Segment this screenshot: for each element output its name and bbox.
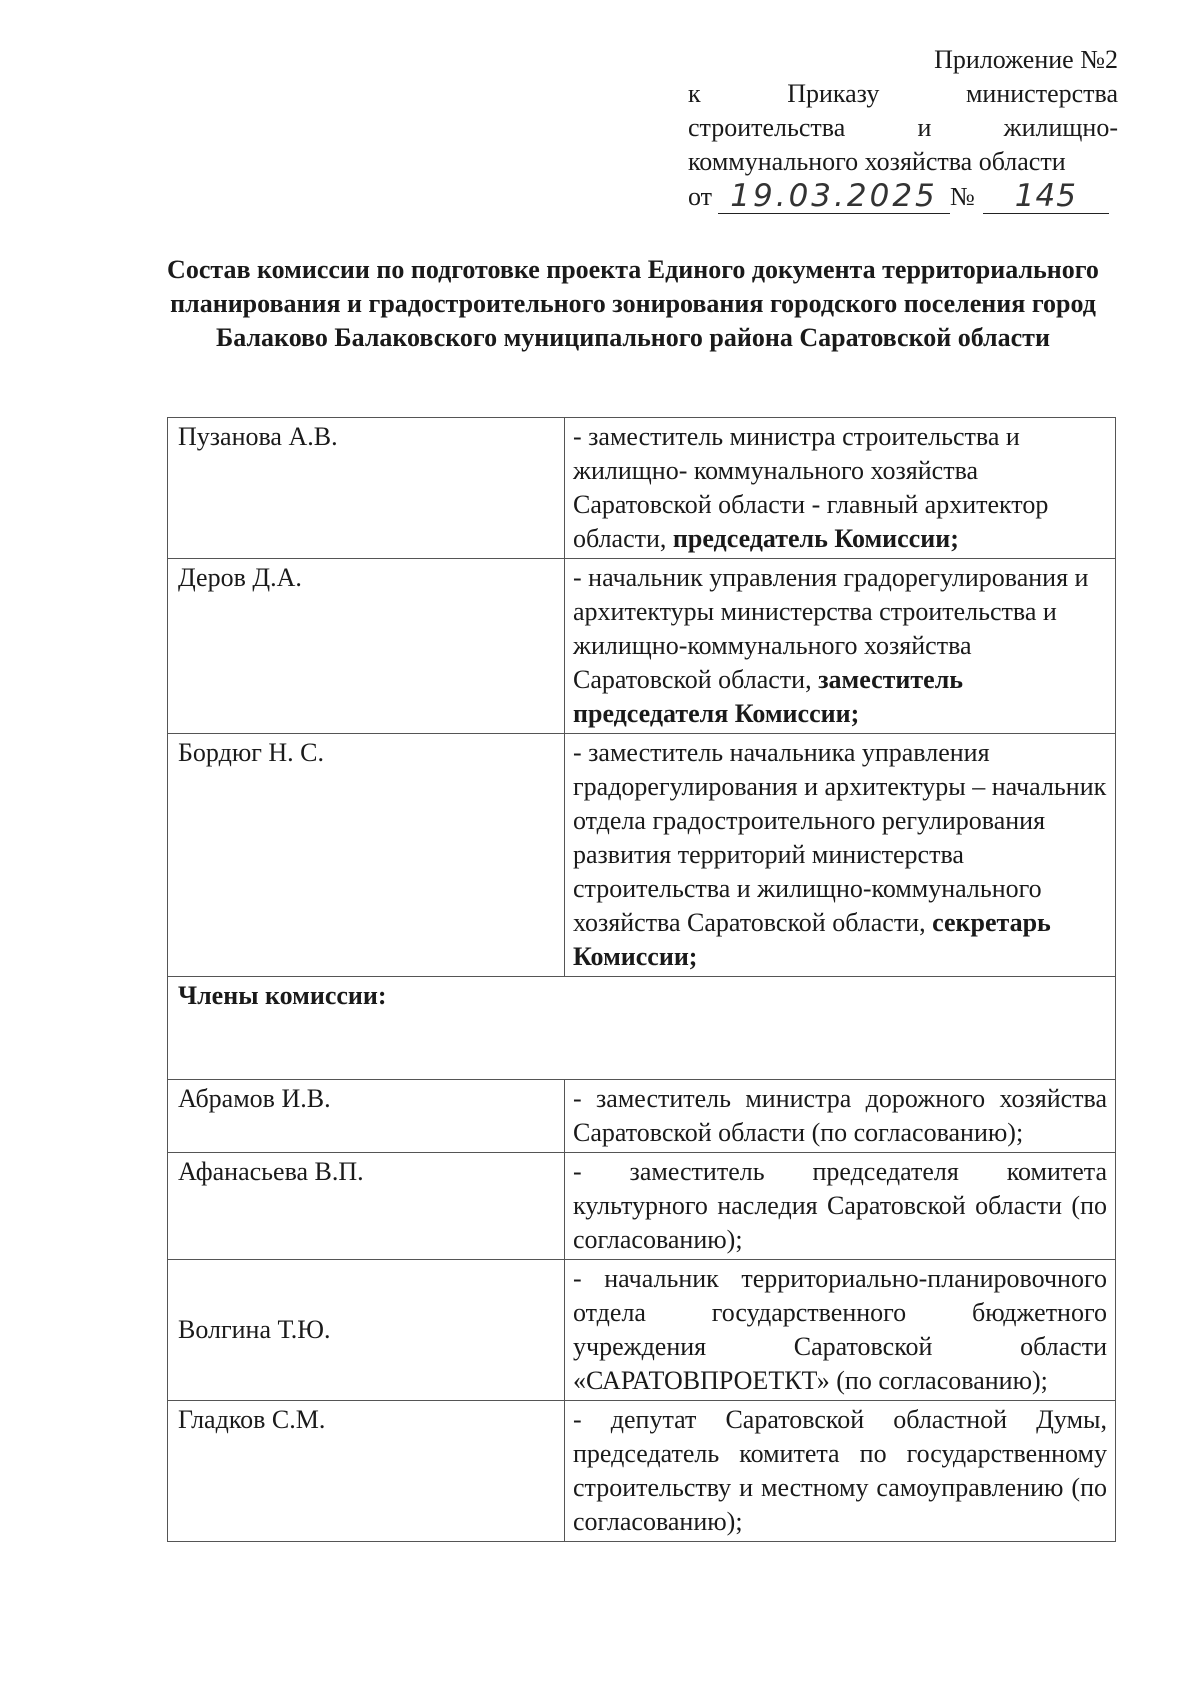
member-name: Пузанова А.В. — [168, 418, 565, 559]
table-row — [168, 1153, 1116, 1260]
document-title: Состав комиссии по подготовке проекта Единого документа территориального планирования и градостроительного зонирования городского поселения город Балаково Балаковского муниципального района Саратовской области — [167, 255, 1099, 352]
member-name: Гладков С.М. — [168, 1401, 565, 1542]
table-row — [168, 1080, 1116, 1153]
member-name: Бордюг Н. С. — [168, 734, 565, 977]
table-row — [168, 1260, 1116, 1401]
member-role: - депутат Саратовской областной Думы, председатель комитета по государственному строительству и местному самоуправлению (по согласованию); — [565, 1401, 1116, 1542]
handwritten-date: 19.03.2025 — [718, 179, 950, 214]
member-role: - заместитель председателя комитета культурного наследия Саратовской области (по согласованию); — [565, 1153, 1116, 1260]
commission-table — [167, 417, 1116, 1542]
appendix-line-ministry: строительства и жилищно- — [688, 113, 1118, 142]
number-prefix: № — [950, 182, 975, 211]
member-name: Волгина Т.Ю. — [168, 1260, 565, 1401]
member-name: Афанасьева В.П. — [168, 1153, 565, 1260]
table-row — [168, 559, 1116, 734]
date-prefix: от — [688, 182, 713, 211]
handwritten-number: 145 — [983, 179, 1109, 214]
table-row — [168, 1401, 1116, 1542]
members-heading-row — [168, 977, 1116, 1080]
member-role: - начальник территориально-планировочного отдела государственного бюджетного учреждения Саратовской области «САРАТОВПРОЕТКТ» (по согласованию); — [565, 1260, 1116, 1401]
member-role: - начальник управления градорегулирования и архитектуры министерства строительства и жилищно-коммунального хозяйства Саратовской области, заместитель председателя Комиссии; — [565, 559, 1116, 734]
appendix-date-line — [688, 179, 1118, 214]
member-name: Деров Д.А. — [168, 559, 565, 734]
appendix-line-order: к Приказу министерства — [688, 79, 1118, 108]
table-row — [168, 418, 1116, 559]
member-role: - заместитель министра строительства и жилищно- коммунального хозяйства Саратовской области - главный архитектор области, председатель Комиссии; — [565, 418, 1116, 559]
appendix-title: Приложение №2 — [934, 45, 1118, 74]
member-name: Абрамов И.В. — [168, 1080, 565, 1153]
member-role: - заместитель начальника управления градорегулирования и архитектуры – начальник отдела градостроительного регулирования развития территорий министерства строительства и жилищно-коммунального хозяйства Саратовской области, секретарь Комиссии; — [565, 734, 1116, 977]
appendix-header — [688, 43, 1118, 214]
appendix-line-region: коммунального хозяйства области — [688, 147, 1066, 176]
members-heading: Члены комиссии: — [168, 977, 1116, 1080]
member-role: - заместитель министра дорожного хозяйства Саратовской области (по согласованию); — [565, 1080, 1116, 1153]
table-row — [168, 734, 1116, 977]
